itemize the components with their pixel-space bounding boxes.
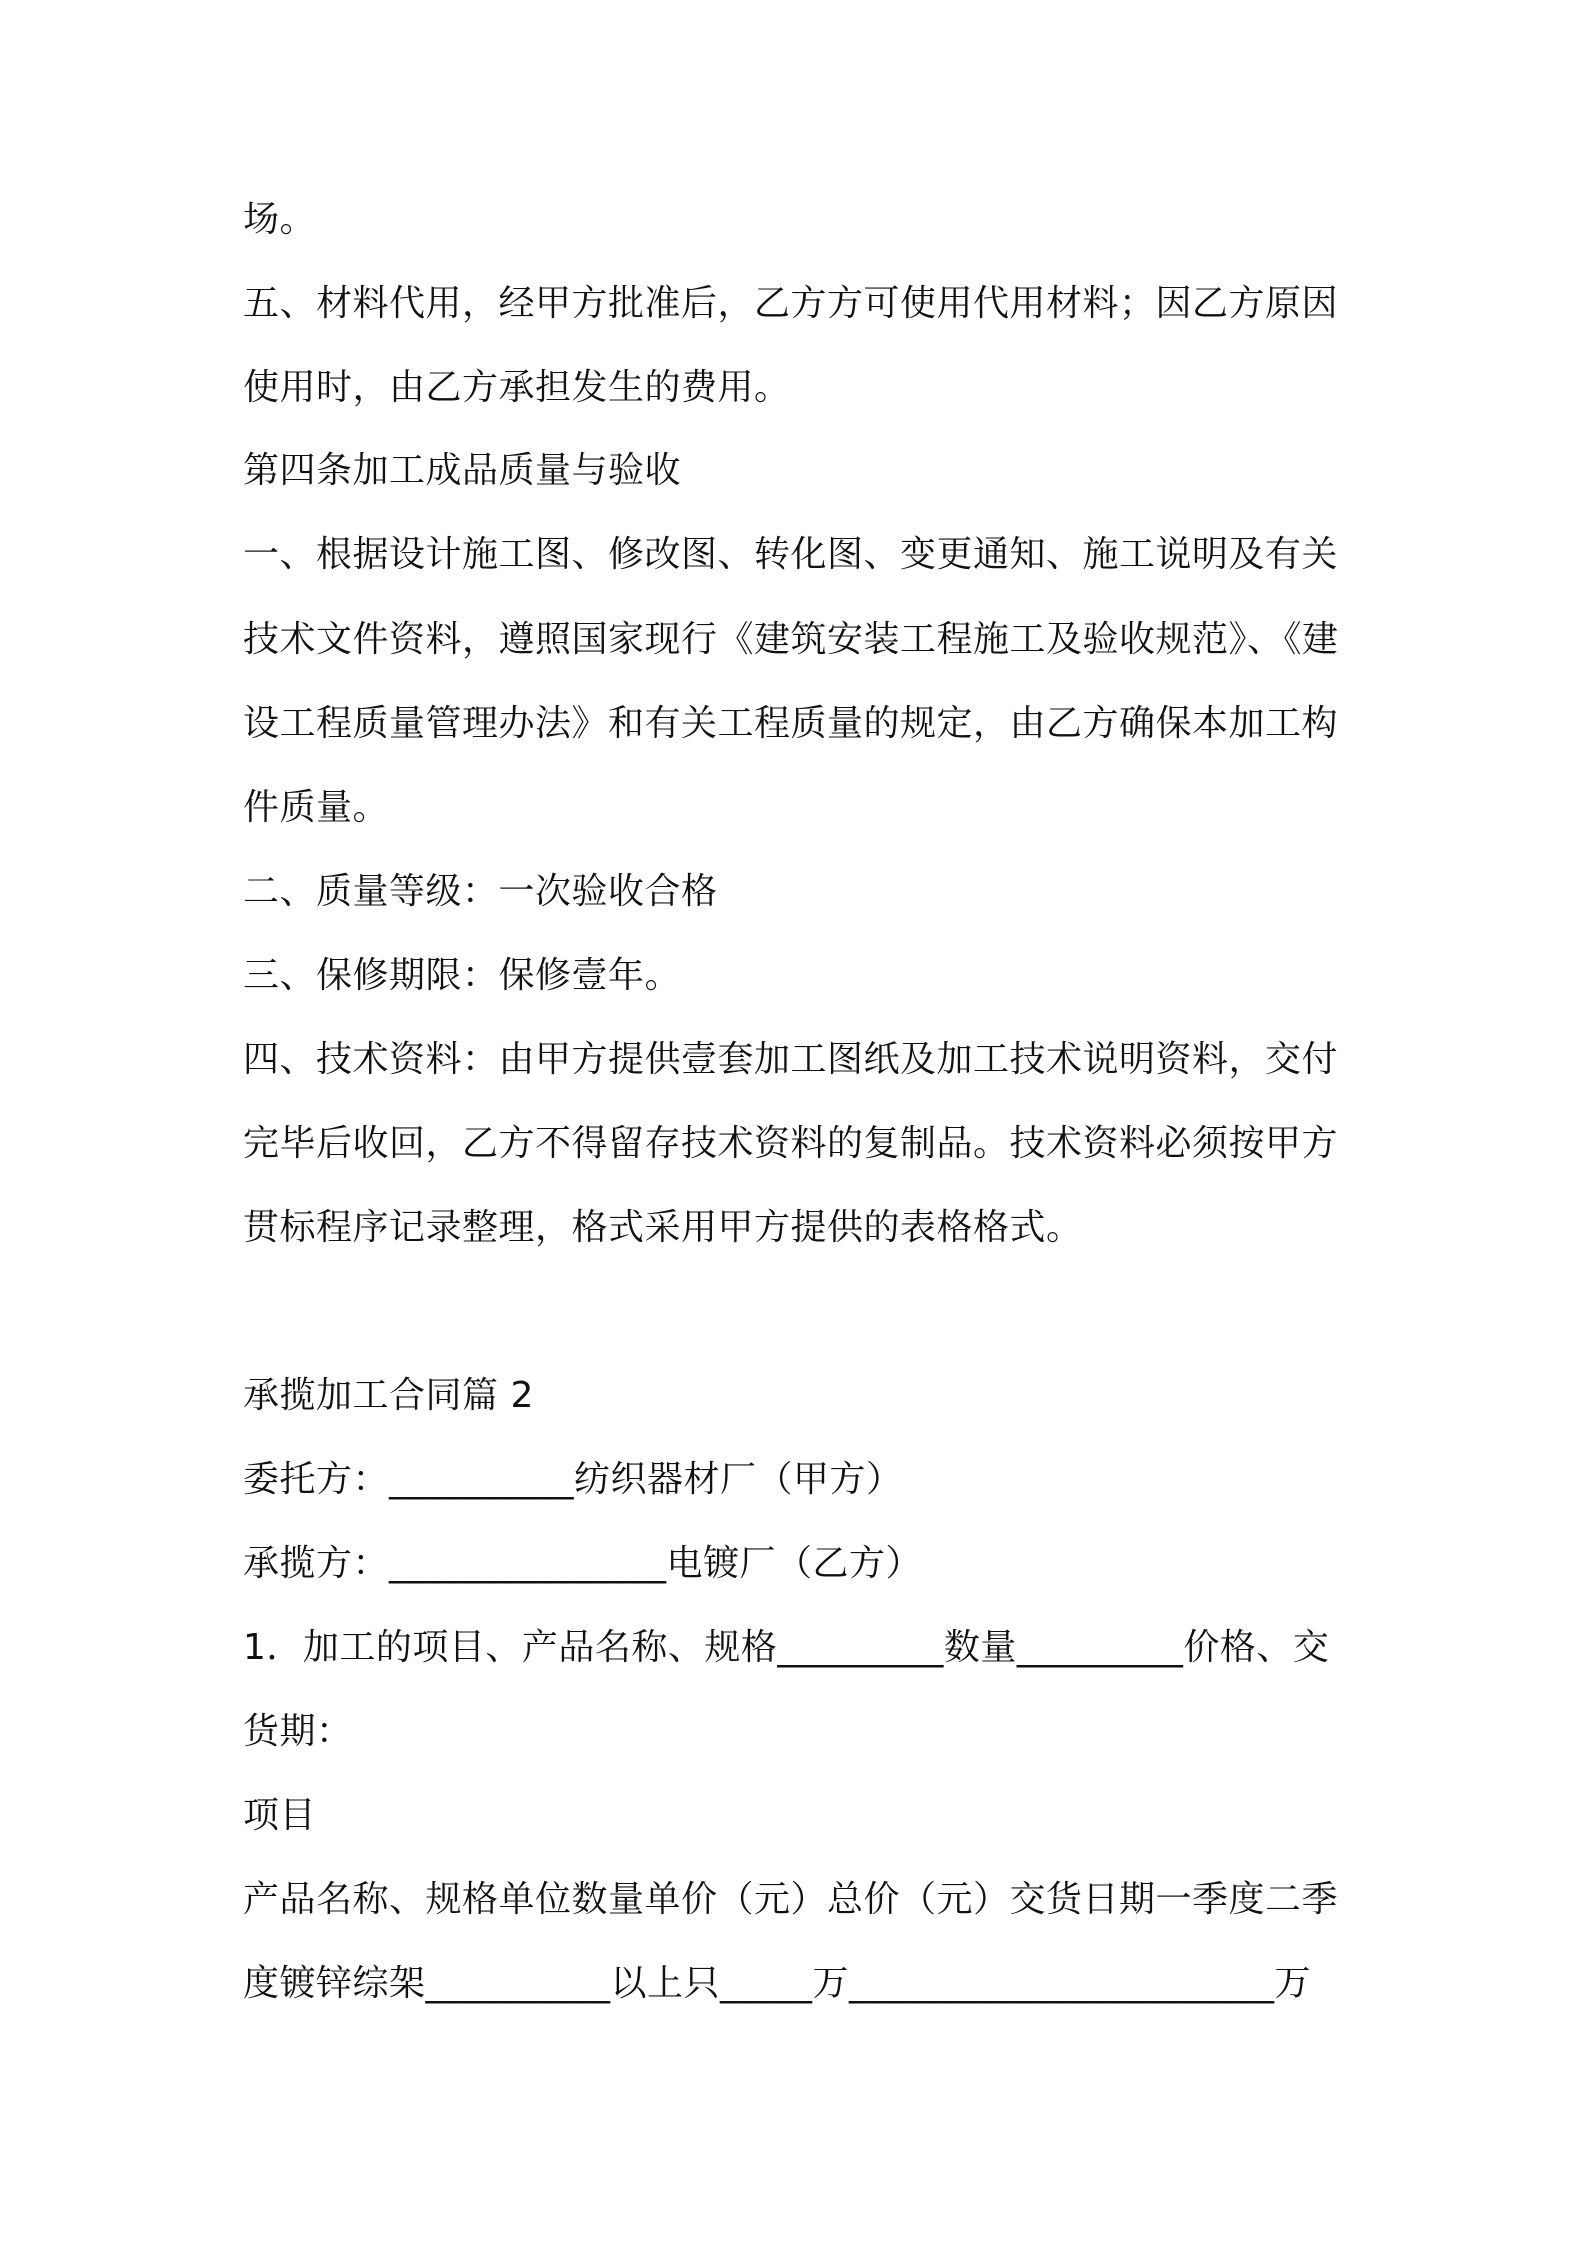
text-line-20: 产品名称、规格单位数量单价（元）总价（元）交货日期一季度二季 [243,1879,1339,1920]
section-heading-quality: 第四条加工成品质量与验收 [243,450,682,491]
text-line-9: 二、质量等级：一次验收合格 [243,871,718,912]
text-line-7: 设工程质量管理办法》和有关工程质量的规定，由乙方确保本加工构 [243,703,1339,744]
text-line-5: 一、根据设计施工图、修改图、转化图、变更通知、施工说明及有关 [243,534,1339,575]
client-line: 委托方：__________纺织器材厂（甲方） [243,1459,903,1500]
text-line-18: 货期： [243,1711,353,1752]
text-line-3: 使用时，由乙方承担发生的费用。 [243,367,791,408]
text-line-6: 技术文件资料，遵照国家现行《建筑安装工程施工及验收规范》、《建 [243,619,1339,660]
contractor-line: 承揽方：_______________电镀厂（乙方） [243,1543,923,1584]
text-line-8: 件质量。 [243,787,390,828]
text-line-1: 场。 [243,199,317,240]
text-line-10: 三、保修期限：保修壹年。 [243,955,682,996]
text-line-11: 四、技术资料：由甲方提供壹套加工图纸及加工技术说明资料，交付 [243,1039,1339,1080]
text-line-21: 度镀锌综架__________以上只_____万_______________________万 [243,1963,1312,2004]
text-line-17: 1．加工的项目、产品名称、规格_________数量_________价格、交 [243,1627,1330,1668]
text-line-2: 五、材料代用，经甲方批准后，乙方方可使用代用材料；因乙方原因 [243,283,1339,324]
text-line-12: 完毕后收回，乙方不得留存技术资料的复制品。技术资料必须按甲方 [243,1123,1339,1164]
text-line-19: 项目 [243,1795,317,1836]
text-line-13: 贯标程序记录整理，格式采用甲方提供的表格格式。 [243,1207,1083,1248]
contract-title: 承揽加工合同篇 2 [243,1375,534,1416]
